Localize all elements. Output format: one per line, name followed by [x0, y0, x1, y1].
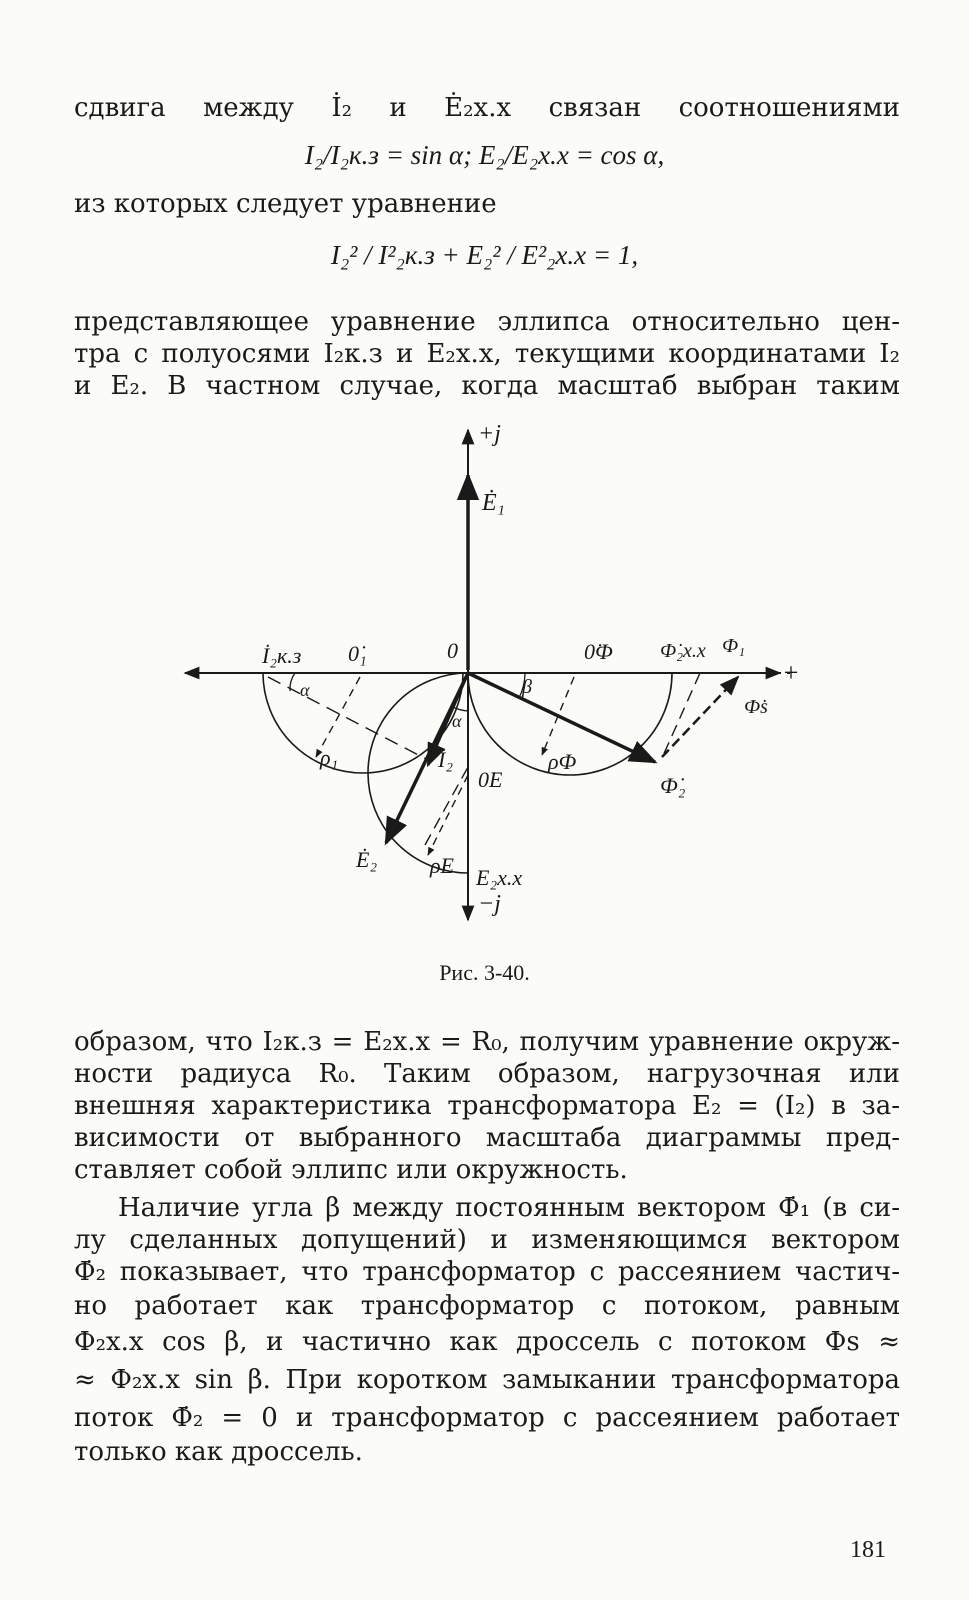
label-e1: Ė₁: [482, 490, 506, 516]
label-minus-j: −j: [478, 891, 501, 917]
formula-ratios: I₂/I₂к.з = sin α; E₂/E₂х.х = cos α,: [304, 140, 665, 170]
text-line: Ф₂х.х cos β, и частично как дроссель с потоком Фs ≈: [74, 1327, 900, 1357]
label-phi2: Ф̇₂: [660, 773, 686, 798]
label-origin: 0: [447, 638, 458, 663]
rhophi-arrow: [542, 677, 574, 755]
text-line: только как дроссель.: [74, 1437, 363, 1467]
label-rhoE: ρE: [430, 853, 454, 878]
text-line: ≈ Ф₂х.х sin β. При коротком замыкании трансформатора: [74, 1365, 900, 1395]
label-beta: β: [522, 676, 532, 698]
figure-caption: Рис. 3-40.: [439, 960, 530, 985]
label-phi1: Ф₁: [722, 635, 746, 657]
rhoE-arrow: [428, 775, 468, 855]
label-phis: Ф̇s: [744, 696, 768, 718]
text-line: ности радиуса R₀. Таким образом, нагрузочная или: [74, 1059, 900, 1089]
label-rho1: ρ₁: [320, 745, 339, 770]
formula-ellipse: I₂² / I²₂к.з + E₂² / E²₂х.х = 1,: [330, 240, 639, 270]
text-line: ставляет собой эллипс или окружность.: [74, 1155, 628, 1185]
label-alpha-1: α: [300, 680, 310, 700]
text-line: висимости от выбранного масштаба диаграммы пред-: [74, 1123, 900, 1153]
text-line: тра с полуосями I₂к.з и E₂х.х, текущими координатами I₂: [74, 339, 900, 369]
label-plus-j: +j: [478, 421, 501, 447]
label-ophi: 0̇Ф: [584, 639, 613, 664]
text-line: из которых следует уравнение: [74, 189, 497, 219]
locus-semicircle-1: [263, 673, 463, 773]
text-line: сдвига между İ₂ и Ė₂х.х связан соотношениями: [74, 93, 900, 123]
construction-line: [662, 673, 700, 758]
phis-vector: [662, 677, 738, 757]
vector-diagram-figure: [0, 415, 969, 975]
construction-line: [425, 767, 468, 845]
label-alpha-2: α: [452, 711, 462, 731]
label-plus: +: [782, 658, 800, 687]
text-line: Ф̇₂ показывает, что трансформатор с рассеянием частич-: [74, 1257, 900, 1287]
label-i2: İ₂: [438, 747, 453, 772]
label-phi2xx: Ф̇₂х.х: [660, 640, 706, 662]
label-e2: Ė₂: [356, 847, 378, 872]
construction-line: [268, 677, 428, 760]
label-i2kz: İ₂к.з: [262, 643, 302, 668]
label-e2xx: E₂х.х: [476, 865, 523, 890]
label-rhophi: ρФ: [548, 749, 577, 774]
text-line: лу сделанных допущений) и изменяющимся вектором: [74, 1225, 900, 1255]
text-line: Наличие угла β между постоянным вектором Ф̇₁ (в си-: [118, 1193, 900, 1223]
text-line: образом, что I₂к.з = E₂х.х = R₀, получим уравнение окруж-: [74, 1027, 900, 1057]
label-o1: 0̇₁: [348, 641, 367, 666]
text-line: и E₂. В частном случае, когда масштаб выбран таким: [74, 371, 900, 401]
e2-vector: [386, 673, 468, 843]
text-line: внешняя характеристика трансформатора E₂ = (I₂) в за-: [74, 1091, 900, 1121]
text-line: но работает как трансформатор с потоком, равным: [74, 1291, 900, 1321]
text-line: поток Ф̇₂ = 0 и трансформатор с рассеянием работает: [74, 1403, 900, 1433]
label-oE: 0̇E: [478, 767, 503, 792]
text-line: представляющее уравнение эллипса относительно цен-: [74, 307, 900, 337]
page-number: 181: [850, 1537, 886, 1563]
